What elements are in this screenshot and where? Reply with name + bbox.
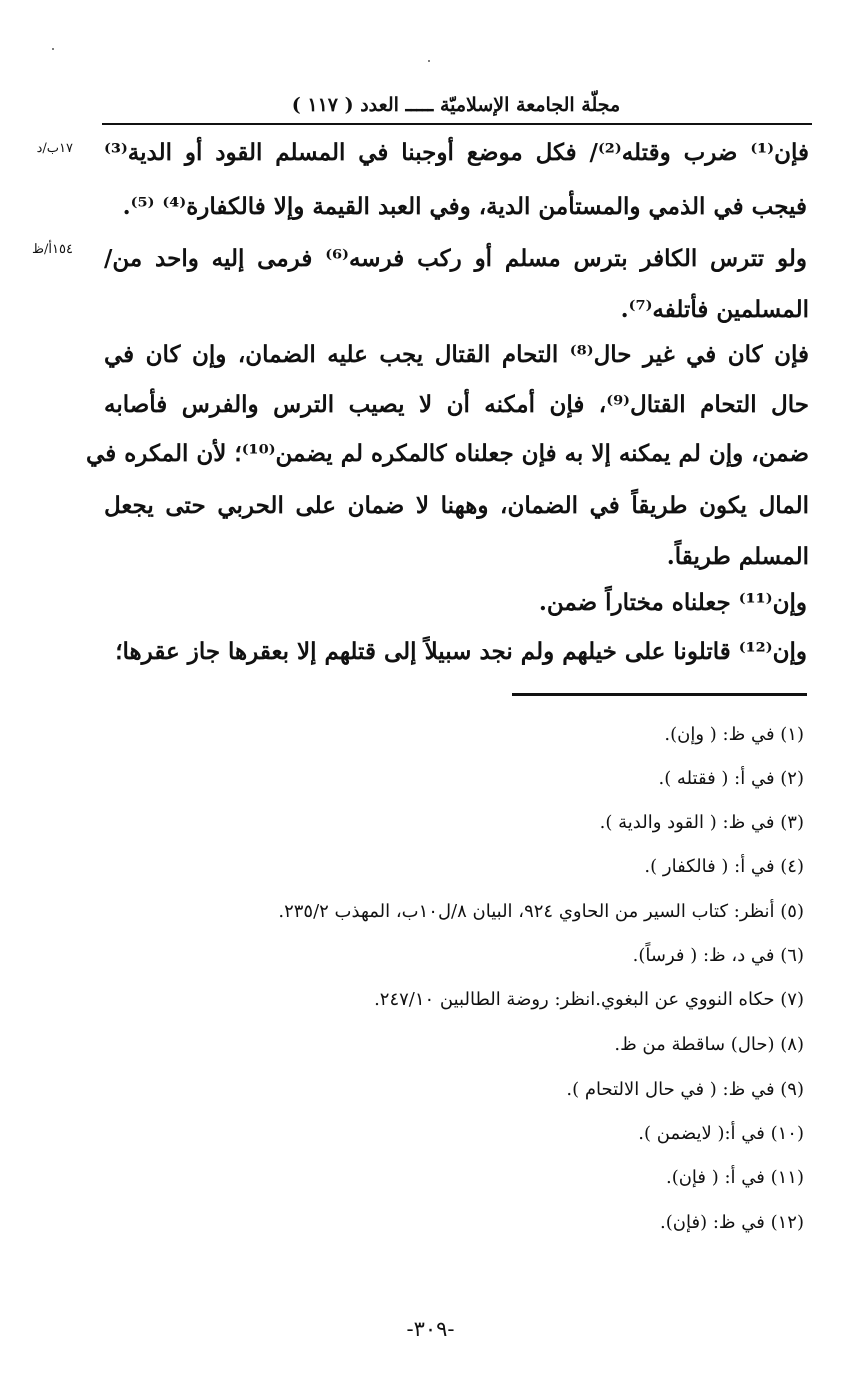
running-header: مجلّة الجامعة الإسلاميّة ـــــ العدد ( ١١٧ ) <box>291 94 621 116</box>
body-line: ولو تترس الكافر بترس مسلم أو ركب فرسه⁽⁶⁾ فرمى إليه واحد من/ <box>104 245 807 272</box>
footnote: (٥) أنظر: كتاب السير من الحاوي ٩٢٤، البيان ٨/ل١٠ب، المهذب ٢٣٥/٢. <box>278 901 804 922</box>
body-line: وإن⁽¹¹⁾ جعلناه مختاراً ضمن. <box>538 589 807 616</box>
margin-note: ١٧ب/د <box>36 141 73 156</box>
footnote: (١٠) في أ:( لايضمن ). <box>638 1123 804 1144</box>
footnote: (٨) (حال) ساقطة من ظ. <box>614 1034 804 1055</box>
scan-speck <box>428 60 430 62</box>
footnote-rule <box>512 693 807 696</box>
footnote: (١٢) في ظ: (فإن). <box>660 1212 804 1233</box>
footnote: (١١) في أ: ( فإن). <box>665 1167 804 1188</box>
body-line: حال التحام القتال⁽⁹⁾، فإن أمكنه أن لا يصيب الترس والفرس فأصابه <box>104 391 809 418</box>
footnote: (٢) في أ: ( فقتله ). <box>658 768 804 789</box>
body-line: فيجب في الذمي والمستأمن الدية، وفي العبد القيمة وإلا فالكفارة⁽⁴⁾ ⁽⁵⁾. <box>122 193 807 220</box>
body-line: المسلمين فأتلفه⁽⁷⁾. <box>620 296 809 323</box>
footnote: (٣) في ظ: ( القود والدية ). <box>599 812 804 833</box>
footnote: (٧) حكاه النووي عن البغوي.انظر: روضة الطالبين ٢٤٧/١٠. <box>374 989 804 1010</box>
scan-speck <box>52 48 54 50</box>
footnote: (٩) في ظ: ( في حال الالتحام ). <box>566 1079 804 1100</box>
body-line: ضمن، وإن لم يمكنه إلا به فإن جعلناه كالمكره لم يضمن⁽¹⁰⁾؛ لأن المكره في <box>86 440 809 467</box>
footnote: (١) في ظ: ( وإن). <box>664 724 804 745</box>
body-line: فإن⁽¹⁾ ضرب وقتله⁽²⁾/ فكل موضع أوجبنا في المسلم القود أو الدية⁽³⁾ <box>104 139 809 166</box>
page-number: -٣٠٩- <box>406 1317 455 1341</box>
margin-note: ١٥٤أ/ظ <box>32 242 73 257</box>
body-line: المسلم طريقاً. <box>666 543 809 570</box>
header-rule <box>102 123 812 125</box>
body-line: المال يكون طريقاً في الضمان، وههنا لا ضمان على الحربي حتى يجعل <box>104 492 809 519</box>
body-line: فإن كان في غير حال⁽⁸⁾ التحام القتال يجب عليه الضمان، وإن كان في <box>104 341 809 368</box>
body-line: وإن⁽¹²⁾ قاتلونا على خيلهم ولم نجد سبيلاً إلى قتلهم إلا بعقرها جاز عقرها؛ <box>115 638 807 665</box>
footnote: (٦) في د، ظ: ( فرساً). <box>632 945 804 966</box>
footnote: (٤) في أ: ( فالكفار ). <box>644 856 804 877</box>
